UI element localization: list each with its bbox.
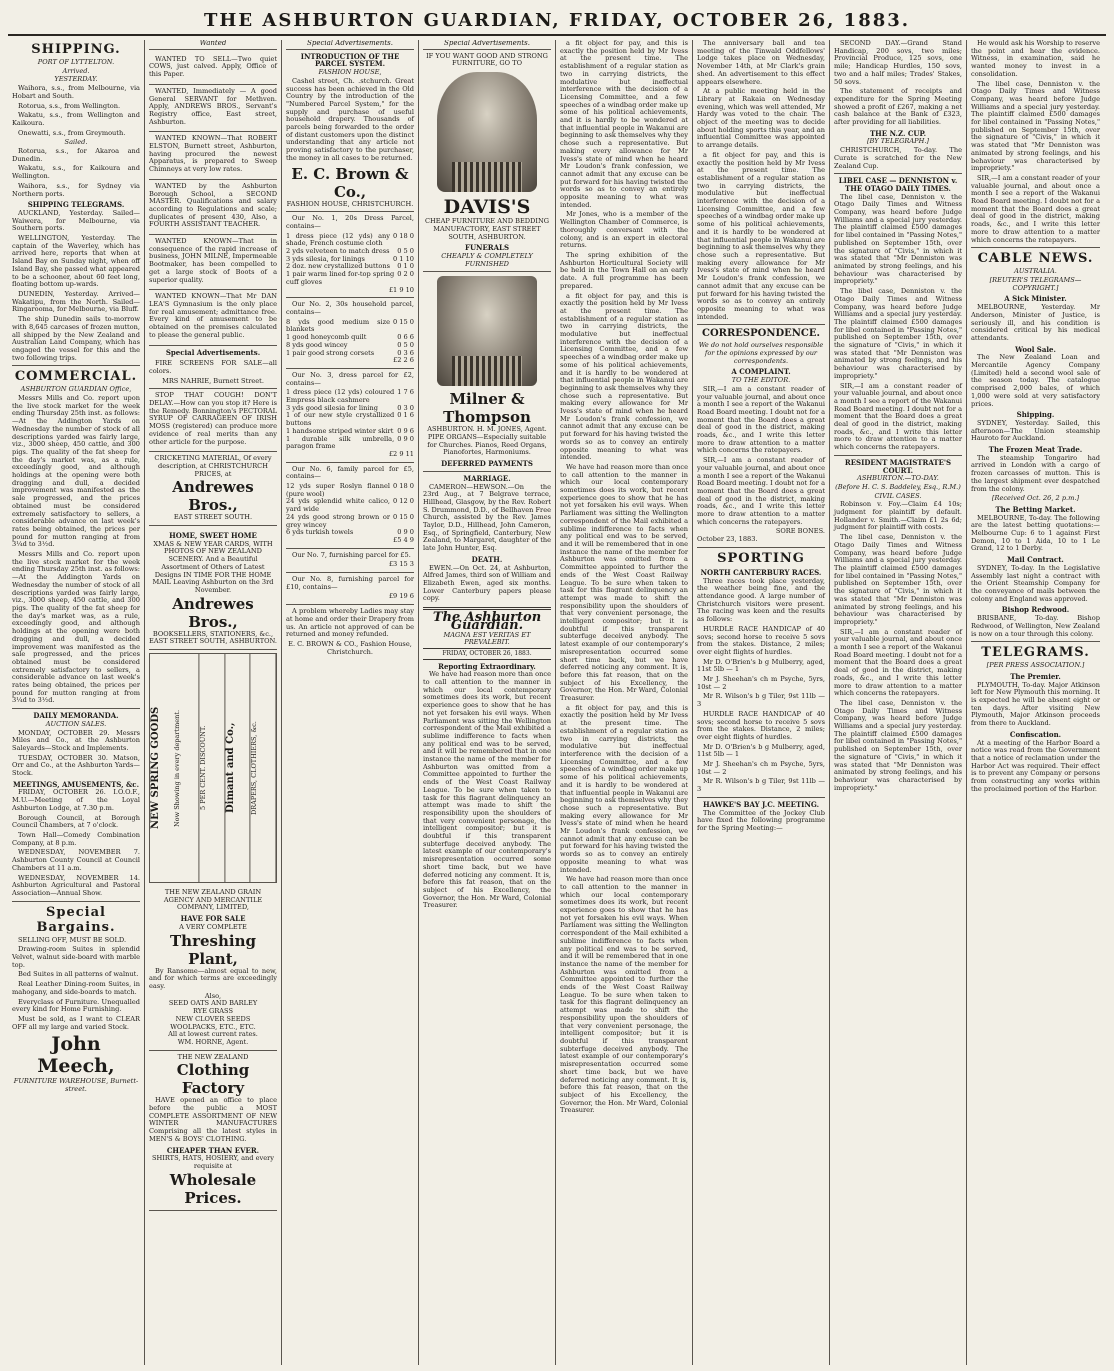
bargains-name: John Meech, <box>37 1033 115 1078</box>
bargains-title: Special Bargains. <box>36 904 116 935</box>
wanted-text: WANTED KNOWN—That ROBERT ELSTON, Burnett street, Ashburton, having procured the newest Apparatus, is prepared to Sweep Chimneys at very low rates. <box>149 134 277 174</box>
marriage-text: CAMERON—HEWSON.—On the 23rd Aug., at 7 Belgrave terrace, Hillhead, Glasgow, by the Rev. Robert S. Drummond, D.D., of Bellhaven Free Church, assisted by the Rev. James Taylor, D.D., Hillhead, John Cameron, Esq., of Springfield, Canterbury, New Zealand, to Margaret, daughter of the late John Hunter, Esq. <box>423 482 551 553</box>
resident-title: RESIDENT MAGISTRATE'S COURT. <box>844 457 952 475</box>
hawkes-title: HAWKE'S BAY J.C. MEETING. <box>702 799 820 809</box>
meat-text: The steamship Tongariro had arrived in London with a cargo of frozen carcasses of mutton. This is the largest shipment ever despatched from the colony. <box>971 453 1100 493</box>
nzcup-title: THE N.Z. CUP. <box>869 128 927 138</box>
seed-item: WOOLPACKS, ETC., ETC. <box>170 1022 256 1031</box>
library-meeting: At a public meeting held in the Library at Rakaia on Wednesday evening, which was well attended, Mr Hardy was voted to the chair. The object of the meeting was to decide about holding sports this year, and an influential Committee was appointed to arrange details. <box>697 87 825 150</box>
memoranda-item: MONDAY, OCTOBER 29. Messrs Miles and Co., at the Ashburton Saleyards—Stock and Implements. <box>12 728 140 752</box>
divider <box>697 324 825 325</box>
divider <box>423 471 551 472</box>
item: 24 yds splendid white calico, yard wide <box>286 497 391 514</box>
wanted-ad <box>149 235 277 290</box>
organ-engraving <box>437 276 537 386</box>
price: 0 15 0 <box>393 317 414 326</box>
parcel-intro-text: Cashel street, Ch. .stchurch. Great success has been achieved in the Old Country by the introduction of the "Numbered Parcel System," for the supply and purchase of useful household drapery. Thousands of parcels being forwarded to the order of distant customers upon the distinct understanding that any article not proving satisfactory to the purchaser, the money in all cases to be returned. <box>286 76 414 162</box>
item: 24 yds good strong brown or grey wincey <box>286 512 391 529</box>
resident-text-cont: The libel case, Denniston v. the Otago Daily Times and Witness Company, was heard before Judge Williams and a special jury yesterday. The plaintiff claimed £500 damages for libel contained in "Passing Notes," published on September 15th, over the signature of "Civis," in which it was stated that "Mr Denniston was animated by strong feelings, and his behaviour was characterised by impropriety." <box>834 533 962 626</box>
resident-civil: CIVIL CASES. <box>874 491 922 500</box>
divider <box>12 708 140 709</box>
price-row <box>286 389 414 404</box>
item: 3 yds silesia, for linings <box>286 254 365 263</box>
price: 0 15 0 <box>393 512 414 521</box>
price-row <box>286 319 414 334</box>
received-note: [Received Oct. 26, 2 p.m.] <box>991 494 1080 503</box>
also-label: Also, <box>204 991 222 1000</box>
sick-text: MELBOURNE, Yesterday. Mr Anderson, Minister of Justice, is seriously ill, and his condition is considered critical by his medical attendants. <box>971 303 1100 342</box>
fire-screens-text: FIRE SCREENS FOR SALE—all colors. <box>149 359 277 375</box>
shipping-title: SHIPPING. <box>31 42 121 57</box>
confiscation-title: Confiscation. <box>1009 729 1062 739</box>
column-head: Wanted <box>149 40 277 50</box>
davis-sub: CHEAP FURNITURE AND BEDDING MANUFACTORY, EAST STREET SOUTH, ASHBURTON. <box>425 217 549 241</box>
home-text: XMAS & NEW YEAR CARDS, WITH PHOTOS OF NEW ZEALAND SCENERY. And a Beautiful Assortment of Others of Latest Designs IN TIME FOR THE HOME MAIL Leaving Ashburton on the 3rd November. <box>152 539 274 594</box>
divider <box>12 365 140 366</box>
nzcup-by: [BY TELEGRAPH.] <box>866 137 929 146</box>
paper-title: The Ashburton Guardian. <box>432 610 542 633</box>
furniture-intro: IF YOU WANT GOOD AND STRONG FURNITURE, GO TO <box>426 51 548 68</box>
parcel-title: Our No. 3, dress parcel for £2, contains— <box>286 370 414 387</box>
home-title: HOME, SWEET HOME <box>169 531 257 541</box>
second-day-text: SECOND DAY.—Grand Stand Handicap, 200 sovs, two miles; Provincial Produce, 125 sovs, one mile; Handicap Hurdles, 150 sovs, two and a half miles; Trades' Stakes, 50 sovs. <box>834 40 962 86</box>
cricketing-text: CRICKETING MATERIAL, Of every description, at CHRISTCHURCH PRICES, at <box>154 454 272 478</box>
clothing-head: THE NEW ZEALAND <box>177 1052 249 1061</box>
divider <box>834 173 962 174</box>
sporting-sub: NORTH CANTERBURY RACES. <box>700 567 822 577</box>
divider <box>286 297 414 298</box>
dimant-name: Dimant and Co., <box>225 654 250 882</box>
price: 0 9 6 <box>397 426 414 435</box>
ec-brown-sub: FASHION HOUSE, CHRISTCHURCH. <box>286 199 414 208</box>
shipping-cable-title: Shipping. <box>1016 410 1055 420</box>
premier-text: PLYMOUTH, To-day. Major Atkinson left for New Plymouth this morning. It is expected he will be absent eight or ten days. After visiting New Plymouth, Major Atkinson proceeds from there to Auckland. <box>971 680 1100 728</box>
libel-text: The libel case, Denniston v. the Otago Daily Times and Witness Company, was heard before Judge Williams and a special jury yesterday. The plaintiff claimed £500 damages for libel contained in "Passing Notes," published on September 15th, over the signature of "Civis," in which it was stated that "Mr Denniston was animated by strong feelings, and his behaviour was characterised by impropriety." <box>834 192 962 286</box>
bargain-item: Drawing-room Suites in splendid Velvet, walnut side-board with marble top. <box>12 945 140 969</box>
hurdle-race: HURDLE RACE HANDICAP of 40 sovs; second horse to receive 5 sovs from the stakes. Distance, 2 miles; over eight flights of hurdles. <box>697 624 825 656</box>
item: 3 yds good silesia for lining <box>286 403 378 412</box>
libel-title: LIBEL CASE — DENNISTON v. THE OTAGO DAILY TIMES. <box>838 176 958 193</box>
price: 0 1 0 <box>397 262 414 271</box>
resident-before: (Before H. C. S. Baddeley, Esq., R.M.) <box>835 482 961 491</box>
grain-agency-text: THE NEW ZEALAND GRAIN AGENCY AND MERCANTILE COMPANY, LIMITED, <box>163 888 263 912</box>
price-total <box>286 561 414 569</box>
meat-title: The Frozen Meat Trade. <box>988 445 1083 455</box>
grain-agency-ad <box>149 886 277 1051</box>
item: 2 yds velveteen to match dress <box>286 247 390 256</box>
sailing-item: Waihora, s.s., for Sydney via Northern ports. <box>12 181 140 198</box>
cable-title: CABLE NEWS. <box>977 251 1094 267</box>
divider <box>286 462 414 463</box>
complaint-text: SIR,—I am a constant reader of your valuable journal, and about once a month I see a report of the Wakanui Road Board meeting. I doubt not for a moment that the Board does a great deal of good in the district, making roads, &c., and I write this letter more to draw attention to a matter which concerns the ratepayers. <box>697 384 825 455</box>
divider <box>286 368 414 369</box>
price-row <box>286 498 414 513</box>
parcel-note: A problem whereby Ladies may stay at home and order their Drapery from us. An article not approved of can be returned and money refunded. <box>286 607 414 639</box>
item: 1 pair good strong corsets <box>286 348 375 357</box>
shirts-text: SHIRTS, HATS, HOSIERY, and every requisite at <box>151 1154 275 1170</box>
editorial-title: Reporting Extraordinary. <box>438 661 536 671</box>
mail-title: Mail Contract. <box>1007 555 1064 565</box>
masthead-title: THE ASHBURTON GUARDIAN, FRIDAY, OCTOBER 26, 1883. <box>203 9 911 31</box>
wool-title: Wool Sale. <box>1015 344 1056 354</box>
funerals-title: FUNERALS <box>464 243 510 253</box>
davis-name: DAVIS'S <box>443 196 531 219</box>
price: 0 12 0 <box>393 497 414 506</box>
price: 0 6 6 <box>397 333 414 342</box>
race-result: Mr D. O'Brien's b g Mulberry, aged, 11st 5lb — 1 <box>697 742 825 759</box>
cough-text: STOP THAT COUGH! DON'T DELAY.—How can you stop it? Here is the Remedy. Bonnington's PECTORAL SYRUP OF CARRAGEEN OF IRISH MOSS (registered) can produce more evidence of real merits than any other article for the purpose. <box>149 391 277 446</box>
editorial-continued: We have had reason more than once to call attention to the manner in which our local contemporary sometimes does its work, but recent experience goes to show that he has not yet forsaken his evil ways. When Parliament was sitting the Wellington correspondent of the Mail exhibited a sublime indifference to facts when any political end was to be served, and it will be remembered that in one instance the name of the member for Ashburton was omitted from a Committee appointed to further the ends of the West Coast Railway League. To be sure when taken to task for this flagrant delinquency an attempt was made to shift the responsibility upon the shoulders of that very convenient personage, the intelligent compositor; but it is doubtful if this transparent subterfuge deceived anybody. The latest example of our contemporary's misrepresentation occurred some short time back, but we have deferred noticing any comment. It is, before this fat reason, that on the subject of his Excellency, the Governor, the Hon. Mr Ward, Colonial Treasurer. <box>560 462 688 703</box>
sporting-text: Three races took place yesterday, the weather being fine, and the attendance good. A large number of Christchurch visitors were present. The racing was keen and the results as follows: <box>697 576 825 624</box>
price-total <box>286 537 414 545</box>
commercial-title: COMMERCIAL. <box>14 369 138 385</box>
race-result: Mr J. Sheehan's ch m Psyche, 5yrs, 10st — 2 <box>697 675 825 691</box>
editorial-continued: a fit object for pay, and this is exactly the position held by Mr Ivess at the present time. The establishment of a regular station as two in carrying districts, the modulative but ineffectual interference with the decision of a Licensing Committee, and a few speeches of a windbag order make up some of his political achievements, and it is hardly to be wondered at that influential people in Wakanui are beginning to ask themselves why they chose such a representative. But making every allowance for Mr Ivess's state of mind when he heard Mr Loudon's frank confession, we cannot admit that any excuse can be put forward for his having twisted the words so as to convey an entirely opposite meaning to what was intended. <box>560 703 688 874</box>
threshing-text: By Ransome—almost equal to new, and for which terms are exceedingly easy. <box>149 966 277 990</box>
horne-agent: WM. HORNE, Agent. <box>177 1037 249 1046</box>
clothing-factory: Clothing Factory <box>176 1061 250 1098</box>
mail-text: SYDNEY, To-day. In the Legislative Assembly last night a contract with the Orient Steamship Company for the conveyance of mails between the colony and England was approved. <box>971 563 1100 603</box>
fire-screens-ad <box>149 357 277 389</box>
item: 1 of our new style crystallized buttons <box>286 411 395 428</box>
price-row <box>286 436 414 451</box>
column-head: Special Advertisements. <box>286 40 414 50</box>
price-row <box>286 514 414 529</box>
arrival-item: Onewatti, s.s., from Greymouth. <box>18 128 126 137</box>
price: 0 1 6 <box>397 411 414 420</box>
deferred-payments: DEFERRED PAYMENTS <box>441 459 533 469</box>
resident-sub: ASHBURTON.—TO-DAY. <box>857 474 939 483</box>
wanted-text: WANTED KNOWN—That Mr DAN LEA'S Gymnasium is the only place for real amusement; admittance free. Every kind of amusement to be obtained on the premises calculated to please the general public. <box>149 292 277 339</box>
telegrams-title: TELEGRAMS. <box>981 645 1090 661</box>
complaint-date: October 23, 1883. <box>697 535 758 544</box>
seed-item: NEW CLOVER SEEDS <box>175 1014 251 1023</box>
column-1 <box>8 40 145 1365</box>
item: 12 yds super Roslyn flannel (pure wool) <box>286 482 391 498</box>
yesterday-label: YESTERDAY. <box>54 75 98 84</box>
complaint-sign: SORE BONES. <box>775 527 825 536</box>
column-8 <box>967 40 1104 1365</box>
editorial-continued: a fit object for pay, and this is exactly the position held by Mr Ivess at the present time. The establishment of a regular station as two in carrying districts, the modulative but ineffectual interference with the decision of a Licensing Committee, and a few speeches of a windbag order make up some of his political achievements, and it is hardly to be wondered at that influential people in Wakanui are beginning to ask themselves why they chose such a representative. But making every allowance for Mr Ivess's state of mind when he heard Mr Loudon's frank confession, we cannot admit that any excuse can be put forward for his having twisted the words so as to convey an entirely opposite meaning to what was intended. <box>560 291 688 462</box>
sailed-label: Sailed. <box>64 138 88 147</box>
column-6 <box>693 40 830 1365</box>
total: £2 2 6 <box>393 356 414 365</box>
commercial-office: ASHBURTON GUARDIAN Office, <box>20 385 132 394</box>
divider <box>286 604 414 605</box>
item: 1 dress piece (12 yds) any shade, French costume cloth <box>286 231 391 248</box>
commercial-text: Messrs Mills and Co. report upon the live stock market for the week ending Thursday 25th inst. as follows:—At the Addington Yards on Wednesday the number of stock of all descriptions yarded was fairly large, viz., 3000 sheep, 450 cattle, and 300 pigs. The quality of the fat sheep for the day's market was, as a rule, exceedingly good, and although holdings at the opening were both dragging and dull, a decided improvement was manifested as the sale progressed, and the prices obtained must be considered extremely satisfactory to sellers, a considerable advance on last week's rates being obtained, the prices per pound for mutton ranging at from 3¼d to 3½d. <box>12 394 140 549</box>
race-result: Mr D. O'Brien's b g Mulberry, aged, 11st 5lb — 1 <box>697 657 825 674</box>
correspondence-title: CORRESPONDENCE. <box>701 328 820 340</box>
telegram-item: The ship Dunedin sails to-morrow with 8,645 carcases of frozen mutton, all shipped by the New Zealand and Australian Land Company, which has engaged the vessel for this and the two following trips. <box>12 315 140 362</box>
wanted-text: WANTED KNOWN—That in consequence of the rapid increase of business, JOHN MILNE, Impermeable Bootmaker, has been compelled to get a large stock of Boots of a superior quality. <box>149 237 277 284</box>
bishop-title: Bishop Redwood. <box>1001 605 1070 615</box>
price-row <box>286 233 414 248</box>
bargain-item: Must be sold, as I want to CLEAR OFF all my large and varied Stock. <box>12 1014 140 1031</box>
library-meeting-cont: a fit object for pay, and this is exactly the position held by Mr Ivess at the present time. The establishment of a regular station as two in carrying districts, the modulative but ineffectual interference with the decision of a Licensing Committee, and a few speeches of a windbag order make up some of his political achievements, and it is hardly to be wondered at that influential people in Wakanui are beginning to ask themselves why they chose such a representative. But making every allowance for Mr Ivess's state of mind when he heard Mr Loudon's frank confession, we cannot admit that any excuse can be put forward for his having twisted the words so as to convey an entirely opposite meaning to what was intended. <box>697 150 825 321</box>
divider <box>971 641 1100 642</box>
price: 0 18 0 <box>393 482 414 491</box>
court-continued: SIR,—I am a constant reader of your valuable journal, and about once a month I see a report of the Wakanui Road Board meeting. I doubt not for a moment that the Board does a great deal of good in the district, making roads, &c., and I write this letter more to draw attention to a matter which concerns the ratepayers. <box>971 173 1100 244</box>
court-continued: He would ask his Worship to reserve the point and hear the evidence. Witness, in examination, said he wanted money to invest in a consolidation. <box>971 40 1100 78</box>
item: 8 yds good wincey <box>286 340 348 349</box>
bargain-item: Bed Suites in all patterns of walnut. <box>18 970 139 979</box>
sick-title: A Sick Minister. <box>1004 294 1067 304</box>
price-total <box>286 451 414 459</box>
confiscation-text: At a meeting of the Harbor Board a notice was read from the Government that a notice of reclamation under the Harbor Act was required. Their effect is to prevent any Company or persons from constructing any works within the proclaimed portion of the Harbor. <box>971 738 1100 793</box>
spring-goods-sub: Now Showing in every department. <box>174 654 199 882</box>
court-continued: The libel case, Denniston v. the Otago Daily Times and Witness Company, was heard before Judge Williams and a special jury yesterday. The plaintiff claimed £500 damages for libel contained in "Passing Notes," published on September 15th, over the signature of "Civis," in which it was stated that "Mr Denniston was animated by strong feelings, and his behaviour was characterised by impropriety." <box>971 79 1100 173</box>
divider <box>697 797 825 798</box>
price-row <box>286 483 414 498</box>
death-text: EWEN.—On Oct. 24, at Ashburton, Alfred James, third son of William and Elizabeth Ewen, aged six months. Lower Canterbury papers please copy. <box>423 563 551 603</box>
paper-date: FRIDAY, OCTOBER 26, 1883. <box>423 648 551 660</box>
parcel-title: Our No. 8, furnishing parcel for £10, contains— <box>286 575 414 591</box>
bishop-text: BRISBANE, To-day. Bishop Redwood, of Wellington, New Zealand is now on a tour through this colony. <box>971 614 1100 638</box>
correspondence-note: We do not hold ourselves responsible for the opinions expressed by our correspondents. <box>698 341 824 365</box>
price: 0 9 0 <box>397 434 414 443</box>
death-title: DEATH. <box>471 554 503 564</box>
libel-text-cont: The libel case, Denniston v. the Otago Daily Times and Witness Company, was heard before Judge Williams and a special jury yesterday. The plaintiff claimed £500 damages for libel contained in "Passing Notes," published on September 15th, over the signature of "Civis," in which it was stated that "Mr Denniston was animated by strong feelings, and his behaviour was characterised by impropriety." <box>834 287 962 380</box>
complaint-to: TO THE EDITOR. <box>731 376 791 385</box>
bargain-item: SELLING OFF, MUST BE SOLD. <box>18 935 127 944</box>
item: 1 dress piece (12 yds) coloured Empress black cashmere <box>286 388 395 405</box>
price-total <box>286 357 414 365</box>
wanted-text: WANTED, Immediately — A good General SERVANT for Methven. Apply, ANDREWS BROS., Servant's Registry office, East street, Ashburton. <box>149 86 277 126</box>
total: £5 4 9 <box>393 535 414 544</box>
bargain-item: Everyclass of Furniture. Unequalled every kind for Home Furnishing. <box>12 997 140 1014</box>
price-row <box>286 271 414 286</box>
total: £9 19 6 <box>388 592 414 601</box>
nzcup-text: CHRISTCHURCH, To-day. The Curate is scratched for the New Zealand Cup. <box>834 146 962 170</box>
seed-item: SEED OATS AND BARLEY <box>168 999 258 1008</box>
masthead <box>8 6 1106 36</box>
hurdle-race: HURDLE RACE HANDICAP of 40 sovs; second horse to receive 5 sovs from the stakes. Distance, 2 miles; over eight flights of hurdles. <box>697 709 825 741</box>
home-ad <box>149 526 277 650</box>
telegram-item: DUNEDIN, Yesterday. Arrived—Wakatipu, from the North. Sailed—Ringarooma, for Melbourne, via Bluff. <box>12 289 140 314</box>
special-ads-head: Special Advertisements. <box>165 347 261 357</box>
wanted-text: WANTED by the Ashburton Borough School, a SECOND MASTER. Qualifications and salary according to Regulations and scale; duplicates of present 430, Also, a FOURTH ASSISTANT TEACHER. <box>149 181 277 229</box>
divider <box>834 455 962 456</box>
threshing-plant: Threshing Plant, <box>170 931 256 968</box>
race-result: Mr J. Sheehan's ch m Psyche, 5yrs, 10st — 2 <box>697 760 825 776</box>
price: 0 5 0 <box>397 340 414 349</box>
memoranda-title: DAILY MEMORANDA. <box>33 711 119 721</box>
divider <box>286 211 414 212</box>
column-4 <box>419 40 556 1365</box>
libel-text-cont: SIR,—I am a constant reader of your valuable journal, and about once a month I see a report of the Wakanui Road Board meeting. I doubt not for a moment that the Board does a great deal of good in the district, making roads, &c., and I write this letter more to draw attention to a matter which concerns the ratepayers. <box>834 381 962 452</box>
race-result: Mr R. Wilson's b g Tiler, 9st 11lb — 3 <box>697 692 825 709</box>
wanted-ad <box>149 85 277 133</box>
chair-engraving <box>437 72 537 192</box>
wanted-ad <box>149 290 277 345</box>
total: £2 9 11 <box>388 449 414 458</box>
paper-motto: MAGNA EST VERITAS ET PREVALEBIT. <box>443 630 531 647</box>
wanted-ad <box>149 132 277 180</box>
total: £3 15 3 <box>388 560 414 569</box>
complaint-text-cont: SIR,—I am a constant reader of your valuable journal, and about once a month I see a report of the Wakanui Road Board meeting. I doubt not for a moment that the Board does a great deal of good in the district, making roads, &c., and I write this letter more to draw attention to a matter which concerns the ratepayers. <box>697 456 825 526</box>
spring-goods-title: NEW SPRING GOODS <box>150 706 161 830</box>
shipping-cable-text: SYDNEY, Yesterday. Sailed, this afternoon—The Union steamship Hauroto for Auckland. <box>971 418 1100 443</box>
complaint-title: A COMPLAINT. <box>731 367 791 377</box>
parcel-title: Our No. 7, furnishing parcel for £5. <box>292 550 411 559</box>
wanted-ad <box>149 180 277 235</box>
editorial-continued-2: Mr Jones, who is a member of the Wellington Chamber of Commerce, is thoroughly conversant with the colony, and is an expert in electoral returns. <box>560 210 688 250</box>
cable-by: [REUTER'S TELEGRAMS—COPYRIGHT.] <box>989 275 1082 292</box>
andrewes-bros-2: Andrewes Bros., <box>172 594 254 631</box>
meeting-item: WEDNESDAY, NOVEMBER 14. Ashburton Agricultural and Pastoral Association—Annual Show. <box>12 873 140 897</box>
arrived-label: Arrived. <box>62 66 90 75</box>
spring-show-text: The spring exhibition of the Ashburton Horticultural Society will be held in the Town Hall on an early date. A full programme has been prepared. <box>560 250 688 290</box>
total: £1 9 10 <box>388 285 414 294</box>
price: 0 18 0 <box>393 231 414 240</box>
meeting-item: WEDNESDAY, NOVEMBER 7. Ashburton County Council at Council Chambers at 11 a.m. <box>12 848 140 872</box>
betting-text: MELBOURNE, To-day. The following are the latest betting quotations:—Melbourne Cup: 6 to 1 against First Demon, 10 to 1 Aida, 10 to 1 Le Grand, 12 to 1 Derby. <box>971 513 1100 553</box>
item: 1 good honeycomb quilt <box>286 333 367 342</box>
betting-title: The Betting Market. <box>995 504 1076 514</box>
for-sale-label: HAVE FOR SALE <box>180 914 246 924</box>
price: 0 1 10 <box>393 254 414 263</box>
arrival-item: Waihora, s.s., from Melbourne, via Hobart and South. <box>12 84 140 100</box>
seed-item: RYE GRASS <box>193 1007 233 1016</box>
parcel-title: Our No. 1, 20s Dress Parcel, contains— <box>286 214 414 230</box>
wholesale-prices: Wholesale Prices. <box>169 1170 257 1207</box>
editorial-continued: We have had reason more than once to call attention to the manner in which our local contemporary sometimes does its work, but recent experience goes to show that he has not yet forsaken his evil ways. When Parliament was sitting the Wellington correspondent of the Mail exhibited a sublime indifference to facts when any political end was to be served, and it will be remembered that in one instance the name of the member for Ashburton was omitted from a Committee appointed to further the ends of the West Coast Railway League. To be sure when taken to task for this flagrant delinquency an attempt was made to shift the responsibility upon the shoulders of that very convenient personage, the intelligent compositor; but it is doubtful if this transparent subterfuge deceived anybody. The latest example of our contemporary's misrepresentation occurred some short time back, but we have deferred noticing any comment. It is, before this fat reason, that on the subject of his Excellency, the Governor, the Hon. Mr Ward, Colonial Treasurer. <box>560 875 688 1115</box>
cricketing-ad <box>149 452 277 526</box>
seeds-footer: All at lowest current rates. <box>168 1030 258 1039</box>
threshing-pre: A VERY COMPLETE <box>179 922 247 931</box>
price-total <box>286 593 414 601</box>
memoranda-sub: AUCTION SALES. <box>45 719 107 728</box>
price: 0 3 6 <box>397 348 414 357</box>
price: 0 9 0 <box>397 528 414 537</box>
meetings-title: MEETINGS, AMUSEMENTS, &c. <box>12 779 140 789</box>
lodge-notice: The anniversary ball and tea meeting of the Tinwald Oddfellows' Lodge takes place on Wednesday, November 14th, at Mr Clark's grain shed. An advertisement to this effect appears elsewhere. <box>697 40 825 86</box>
price: 1 7 6 <box>397 388 414 397</box>
price: 0 5 0 <box>397 247 414 256</box>
item: 1 pair warm lined for-top spring cuff gloves <box>286 270 395 286</box>
spring-goods-discount: 5 PER CENT. DISCOUNT. <box>200 654 225 882</box>
spring-goods-ad <box>149 653 277 883</box>
fashion-house-label: FASHION HOUSE, <box>318 68 382 77</box>
andrewes-sub: BOOKSELLERS, STATIONERS, &c., EAST STREET SOUTH, ASHBURTON. <box>149 629 277 646</box>
divider <box>286 572 414 573</box>
arrival-item: Rotorua, s.s., from Wellington. <box>18 101 121 110</box>
column-head: Special Advertisements. <box>423 40 551 50</box>
cheaper-label: CHEAPER THAN EVER. <box>166 1145 260 1155</box>
port-label: PORT OF LYTTELTON. <box>37 58 115 66</box>
sporting-title: SPORTING <box>717 550 805 566</box>
milner-name: Milner & Thompson <box>443 390 531 427</box>
column-7 <box>830 40 967 1365</box>
clothing-text: HAVE opened an office to place before the public a MOST COMPLETE ASSORTMENT OF NEW WINTER MANUFACTURES Comprising all the latest styles in MEN'S & BOYS' CLOTHING. <box>149 1096 277 1143</box>
telegram-item: WELLINGTON, Yesterday. The captain of the Waverley, which has arrived here, reports that when at Island Bay on Sunday night, when off Island Bay, she passed what appeared to be a schooner, about 60 feet long, floating bottom up-wards. <box>12 234 140 289</box>
ec-brown-name: E. C. Brown & Co., <box>291 164 409 201</box>
resident-text-cont: The libel case, Denniston v. the Otago Daily Times and Witness Company, was heard before Judge Williams and a special jury yesterday. The plaintiff claimed £500 damages for libel contained in "Passing Notes," published on September 15th, over the signature of "Civis," in which it was stated that "Mr Denniston was animated by strong feelings, and his behaviour was characterised by impropriety." <box>834 698 962 792</box>
statement-text: The statement of receipts and expenditure for the Spring Meeting showed a profit of £267, making a net cash balance at the Bank of £323, after providing for all liabilities. <box>834 87 962 127</box>
divider <box>971 247 1100 248</box>
wanted-ad <box>149 53 277 85</box>
meeting-item: Town Hall—Comedy Combination Company, at 8 p.m. <box>12 830 140 847</box>
wanted-text: WANTED TO SELL—Two quiet COWS, just calved. Apply, Office of this Paper. <box>149 54 277 79</box>
resident-text-cont: SIR,—I am a constant reader of your valuable journal, and about once a month I see a report of the Wakanui Road Board meeting. I doubt not for a moment that the Board does a great deal of good in the district, making roads, &c., and I write this letter more to draw attention to a matter which concerns the ratepayers. <box>834 627 962 698</box>
marriage-title: MARRIAGE. <box>463 473 511 483</box>
ec-brown-signoff: E. C. BROWN & CO., Fashion House, Christchurch. <box>288 640 412 656</box>
fire-screens-name: MRS NAHRIE, Burnett Street. <box>162 376 264 385</box>
parcel-title: Our No. 2, 30s household parcel, contains— <box>286 300 414 316</box>
column-2 <box>145 40 282 1365</box>
price: 0 3 0 <box>397 403 414 412</box>
memoranda-item: TUESDAY, OCTOBER 30. Matson, Orr and Co., at the Ashburton Yards—Stock. <box>12 753 140 778</box>
price-total <box>286 287 414 295</box>
dimant-trade: DRAPERS, CLOTHIERS, &c. <box>251 654 276 882</box>
divider <box>697 547 825 548</box>
milner-sub: ASHBURTON. H. M. JONES, Agent. PIPE ORGANS—Especially suitable for Churches. Pianos, Reed Organs, Pianofortes, Harmoniums. <box>427 425 547 457</box>
meeting-item: FRIDAY, OCTOBER 26. I.O.O.F., M.U.—Meeting of the Loyal Ashburton Lodge, at 7.30 p.m. <box>12 788 140 812</box>
funerals-sub: CHEAPLY & COMPLETELY FURNISHED <box>441 251 533 268</box>
shipping-telegrams-title: SHIPPING TELEGRAMS. <box>27 200 125 210</box>
bargains-footer: FURNITURE WAREHOUSE, Burnett-street. <box>13 1077 139 1094</box>
editorial-continued: a fit object for pay, and this is exactly the position held by Mr Ivess at the present time. The establishment of a regular station as two in carrying districts, the modulative but ineffectual interference with the decision of a Licensing Committee, and a few speeches of a windbag order make up some of his political achievements, and it is hardly to be wondered at that influential people in Wakanui are beginning to ask themselves why they chose such a representative. But making every allowance for Mr Ivess's state of mind when he heard Mr Loudon's frank confession, we cannot admit that any excuse can be put forward for his having twisted the words so as to convey an entirely opposite meaning to what was intended. <box>560 40 688 209</box>
sailing-item: Rotorua, s.s., for Akaroa and Dunedin. <box>12 147 140 163</box>
divider <box>423 271 551 272</box>
telegrams-by: [PER PRESS ASSOCIATION.] <box>986 661 1085 670</box>
parcel-title: Our No. 6, family parcel for £5, contains— <box>286 464 414 481</box>
column-5 <box>556 40 693 1365</box>
editorial-text: We have had reason more than once to call attention to the manner in which our local contemporary sometimes does its work, but recent experience goes to show that he has not yet forsaken his evil ways. When Parliament was sitting the Wellington correspondent of the Mail exhibited a sublime indifference to facts when any political end was to be served, and it will be remembered that in one instance the name of the member for Ashburton was omitted from a Committee appointed to further the ends of the West Coast Railway League. To be sure when taken to task for this flagrant delinquency an attempt was made to shift the responsibility upon the shoulders of that very convenient personage, the intelligent compositor; but it is doubtful if this transparent subterfuge deceived anybody. The latest example of our contemporary's misrepresentation occurred some short time back, but we have deferred noticing any comment. It is, before this fat reason, that on the subject of his Excellency, the Governor, the Hon. Mr Ward, Colonial Treasurer. <box>423 670 551 910</box>
item: 8 yds good medium size blankets <box>286 317 391 334</box>
sailing-item: Wakatu, s.s., for Kaikoura and Wellington. <box>12 164 140 181</box>
item: 6 yds turkish towels <box>286 528 354 537</box>
price-row <box>286 412 414 427</box>
price: 0 2 0 <box>397 270 414 279</box>
item: 1 handsome striped winter skirt <box>286 426 394 435</box>
race-result: Mr R. Wilson's b g Tiler, 9st 11lb — 3 <box>697 777 825 794</box>
item: 2 doz. new crystallized buttons <box>286 262 390 271</box>
clothing-ad <box>149 1051 277 1211</box>
andrewes-street: EAST STREET SOUTH. <box>173 513 253 522</box>
andrewes-bros-1: Andrewes Bros., <box>172 478 254 515</box>
cough-ad <box>149 389 277 452</box>
parcel-intro-title: INTRODUCTION OF THE PARCEL SYSTEM. <box>300 51 400 69</box>
item: 1 durable silk umbrella, paragon frame <box>286 434 395 451</box>
divider <box>12 901 140 902</box>
cable-sub: AUSTRALIA. <box>1014 267 1057 276</box>
column-3 <box>282 40 419 1365</box>
bargain-item: Real Leather Dining-room Suites, in mahogany, and side-boards to match. <box>12 980 140 996</box>
telegram-item: AUCKLAND, Yesterday. Sailed—Waiwera, for Melbourne, via Southern ports. <box>12 208 140 233</box>
arrival-item: Wakatu, s.s., from Wellington and Kaikoura. <box>12 111 140 127</box>
meeting-item: Borough Council, at Borough Council Chambers, at 7 o'clock. <box>12 813 140 830</box>
resident-text: Robinson v. Foy.—Claim £4 10s; judgment for plaintiff by default. Hollander v. Smith.—Claim £1 2s 6d; judgment for plaintiff with costs. <box>834 500 962 532</box>
divider <box>286 548 414 549</box>
hawkes-text: The Committee of the Jockey Club have fixed the following programme for the Spring Meeting:— <box>697 808 825 832</box>
columns <box>8 40 1106 1365</box>
commercial-text-cont: Messrs Mills and Co. report upon the live stock market for the week ending Thursday 25th inst. as follows:—At the Addington Yards on Wednesday the number of stock of all descriptions yarded was fairly large, viz., 3000 sheep, 450 cattle, and 300 pigs. The quality of the fat sheep for the day's market was, as a rule, exceedingly good, and although holdings at the opening were both dragging and dull, a decided improvement was manifested as the sale progressed, and the prices obtained must be considered extremely satisfactory to sellers, a considerable advance on last week's rates being obtained, the prices per pound for mutton ranging at from 3¼d to 3½d. <box>12 550 140 705</box>
wool-text: The New Zealand Loan and Mercantile Agency Company (Limited) held a second wool sale of the season today. The catalogue comprised 2,000 bales, of which 1,000 were sold at very satisfactory prices. <box>971 353 1100 408</box>
premier-title: The Premier. <box>1010 671 1061 681</box>
